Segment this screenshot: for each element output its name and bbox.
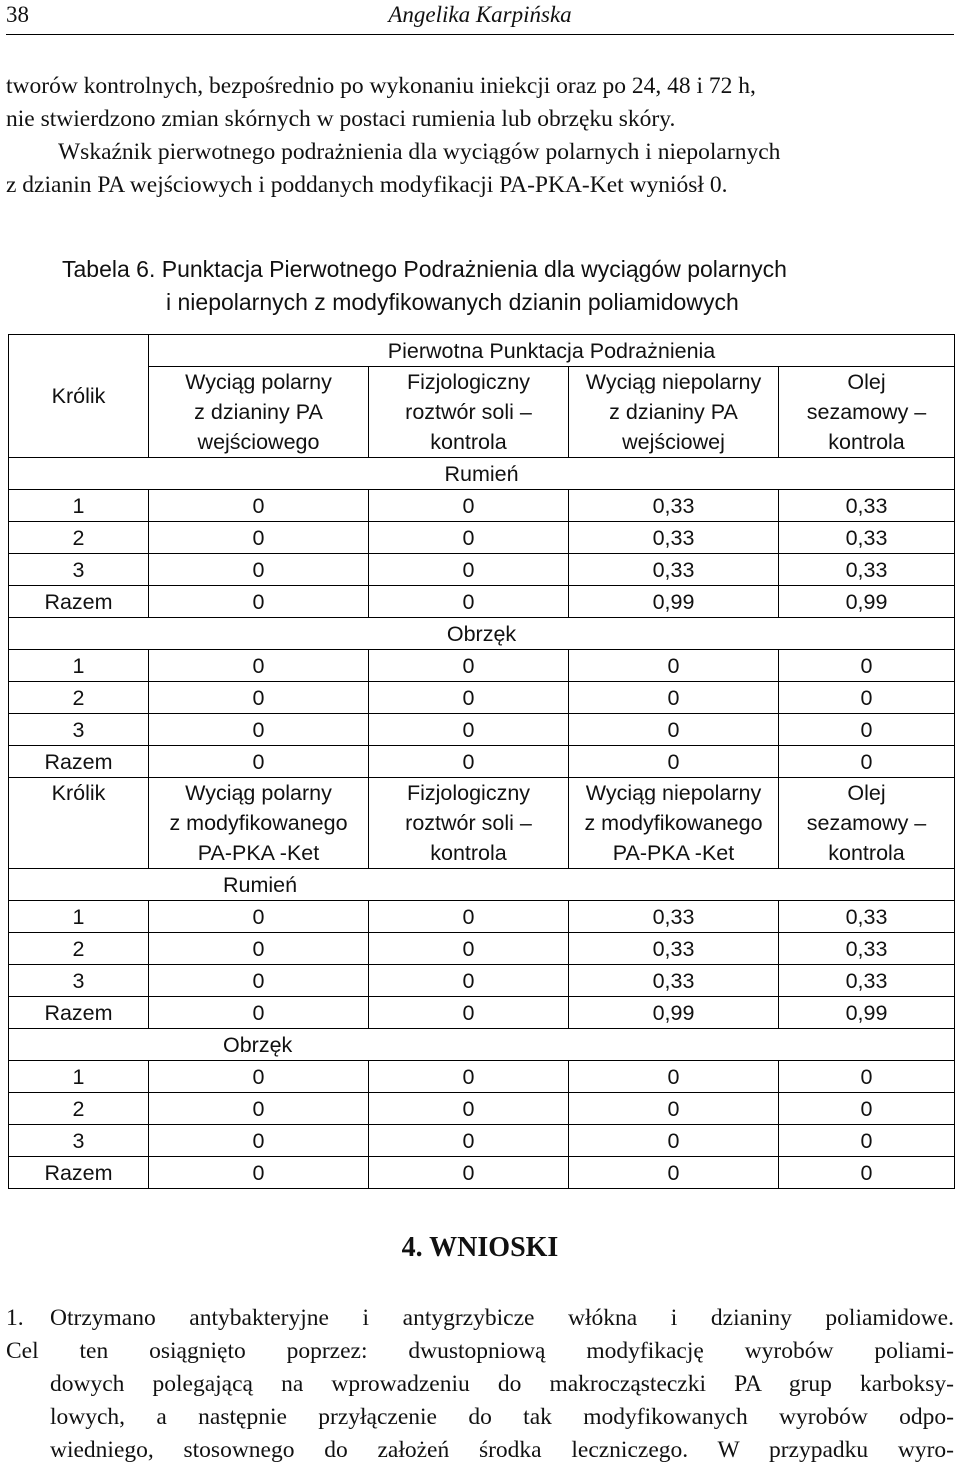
table-cell: 0 [779, 1125, 955, 1157]
table-cell: 0,33 [779, 933, 955, 965]
table-cell: 0 [149, 1157, 369, 1189]
header-row [9, 335, 955, 367]
header-line: PA-PKA -Ket [612, 841, 735, 865]
table-cell: 0 [569, 746, 779, 778]
table-cell: 3 [9, 554, 149, 586]
page-header [6, 0, 954, 35]
section-title: 4. WNIOSKI [401, 1232, 559, 1263]
text-line: dowych polegającą na wprowadzeniu do makrocząsteczki PA grup karboksy- [50, 1371, 954, 1397]
table-cell: 0 [149, 714, 369, 746]
header-line: Fizjologiczny [406, 781, 531, 805]
column-header [369, 367, 569, 458]
section-label-row [9, 618, 955, 650]
table-cell: 0,99 [569, 997, 779, 1029]
text-line: Otrzymano antybakteryjne i antygrzybicze włókna i dzianiny poliamidowe. [50, 1305, 954, 1331]
group-header: Pierwotna Punktacja Podrażnienia [149, 335, 955, 367]
table-row [9, 554, 955, 586]
table-cell: 0 [149, 933, 369, 965]
table-cell: 0,33 [569, 965, 779, 997]
column-header [149, 778, 369, 869]
table-row [9, 965, 955, 997]
text-line: wiedniego, stosownego do założeń środka leczniczego. W przypadku wyro- [50, 1437, 954, 1463]
table-row [9, 933, 955, 965]
header-line: Olej [847, 781, 886, 805]
table-cell: 1 [9, 1061, 149, 1093]
list-item [6, 1302, 954, 1335]
header-line: kontrola [828, 841, 905, 865]
header-line: roztwór soli – [405, 400, 532, 424]
table-row [9, 1061, 955, 1093]
table-cell: 0 [569, 714, 779, 746]
table-cell: 0 [149, 1125, 369, 1157]
table-cell: 0 [569, 1157, 779, 1189]
table-cell: 0,33 [779, 490, 955, 522]
table-row [9, 1093, 955, 1125]
header-line: Wyciąg polarny [185, 370, 332, 394]
header-line: wejściowego [197, 430, 320, 454]
text-line: tworów kontrolnych, bezpośrednio po wykonaniu iniekcji oraz po 24, 48 i 72 h, [6, 73, 756, 99]
conclusions-list [6, 1302, 954, 1467]
table-caption [62, 253, 942, 319]
table-cell: 0 [569, 1093, 779, 1125]
table-cell: 3 [9, 714, 149, 746]
table-row [9, 1157, 955, 1189]
table-cell: 0,33 [569, 933, 779, 965]
table-cell: 0,33 [569, 901, 779, 933]
table-cell: 0 [569, 1125, 779, 1157]
table-cell: 3 [9, 1125, 149, 1157]
table-cell: 0 [369, 490, 569, 522]
table-cell: 0 [149, 682, 369, 714]
header-line: kontrola [828, 430, 905, 454]
table-cell: 0 [149, 490, 369, 522]
table-cell: 0 [149, 554, 369, 586]
table-cell: 0,33 [779, 901, 955, 933]
header-row [9, 367, 955, 458]
table-cell: 0 [149, 746, 369, 778]
column-header [779, 778, 955, 869]
table-row [9, 522, 955, 554]
header-line: Wyciąg niepolarny [585, 781, 762, 805]
section-label: Rumień [9, 869, 955, 901]
header-line: Fizjologiczny [406, 370, 531, 394]
table-row [9, 997, 955, 1029]
section-label: Obrzęk [9, 1029, 955, 1061]
section-label-row [9, 869, 955, 901]
table-cell: 2 [9, 682, 149, 714]
header-line: z dzianiny PA [194, 400, 323, 424]
table-cell: 0 [779, 714, 955, 746]
table-cell: 0 [369, 554, 569, 586]
running-author: Angelika Karpińska [388, 2, 572, 27]
table-cell: 0,33 [779, 522, 955, 554]
table-cell: 0 [369, 586, 569, 618]
table-cell: 2 [9, 522, 149, 554]
table-cell: 0 [779, 1093, 955, 1125]
table-cell: 0 [779, 1157, 955, 1189]
table-cell: 0 [149, 965, 369, 997]
table-cell: Razem [9, 746, 149, 778]
table-row [9, 746, 955, 778]
text-line: Cel ten osiągnięto poprzez: dwustopniową modyfikację wyrobów poliami- [6, 1338, 954, 1364]
header-line: roztwór soli – [405, 811, 532, 835]
header-line: Olej [847, 370, 886, 394]
caption-line: i niepolarnych z modyfikowanych dzianin poliamidowych [166, 289, 739, 315]
header-line: PA-PKA -Ket [197, 841, 320, 865]
header-line: sezamowy – [806, 811, 927, 835]
text-line: nie stwierdzono zmian skórnych w postaci rumienia lub obrzęku skóry. [6, 106, 676, 132]
intro-paragraph [6, 70, 954, 202]
column-header [369, 778, 569, 869]
column-header [149, 367, 369, 458]
table-cell: 0,33 [779, 965, 955, 997]
table-cell: 0 [779, 682, 955, 714]
section-label-row [9, 458, 955, 490]
table-row [9, 901, 955, 933]
header-line: wejściowej [622, 430, 725, 454]
table-cell: 0 [369, 997, 569, 1029]
table-cell: 0 [369, 933, 569, 965]
table-cell: 0 [779, 1061, 955, 1093]
column-header [569, 367, 779, 458]
table-cell: 0 [149, 650, 369, 682]
header-line: kontrola [430, 430, 507, 454]
column-header [569, 778, 779, 869]
table-cell: 0 [149, 1093, 369, 1125]
table-cell: 0 [569, 1061, 779, 1093]
table-cell: 0,99 [569, 586, 779, 618]
header-line: sezamowy – [806, 400, 927, 424]
list-number: 1. [6, 1305, 24, 1331]
table-cell: 0 [369, 1061, 569, 1093]
caption-line: Tabela 6. Punktacja Pierwotnego Podrażnienia dla wyciągów polarnych [62, 256, 787, 282]
table-cell: Razem [9, 997, 149, 1029]
table-cell: 0 [369, 1093, 569, 1125]
text-line: lowych, a następnie przyłączenie do tak modyfikowanych wyrobów odpo- [50, 1404, 954, 1430]
table-cell: 1 [9, 650, 149, 682]
header-row [9, 778, 955, 869]
table-cell: 0 [149, 997, 369, 1029]
animal-header: Królik [9, 778, 149, 869]
table-cell: 0 [369, 746, 569, 778]
table-cell: Razem [9, 586, 149, 618]
table-cell: 0 [149, 901, 369, 933]
table-cell: 0 [149, 522, 369, 554]
animal-header: Królik [9, 335, 149, 458]
table-row [9, 682, 955, 714]
section-label: Rumień [9, 458, 955, 490]
page-number: 38 [6, 2, 29, 27]
table-cell: 0 [149, 1061, 369, 1093]
header-line: z modyfikowanego [584, 811, 763, 835]
table-cell: 0 [149, 586, 369, 618]
table-cell: 0 [369, 714, 569, 746]
table-row [9, 586, 955, 618]
header-line: Wyciąg polarny [185, 781, 332, 805]
table-cell: 0 [369, 650, 569, 682]
table-cell: 2 [9, 933, 149, 965]
table-row [9, 1125, 955, 1157]
table-cell: 0 [779, 650, 955, 682]
irritation-table [8, 334, 955, 1189]
table-cell: 0,99 [779, 586, 955, 618]
table-cell: 0,33 [569, 554, 779, 586]
section-label: Obrzęk [9, 618, 955, 650]
table-cell: Razem [9, 1157, 149, 1189]
header-line: Wyciąg niepolarny [585, 370, 762, 394]
header-line: kontrola [430, 841, 507, 865]
text-line: z dzianin PA wejściowych i poddanych modyfikacji PA-PKA-Ket wyniósł 0. [6, 172, 728, 198]
table-cell: 0,99 [779, 997, 955, 1029]
table-cell: 0 [569, 682, 779, 714]
table-cell: 0,33 [569, 490, 779, 522]
table-cell: 0 [369, 965, 569, 997]
table-cell: 0 [369, 1157, 569, 1189]
text-line: Wskaźnik pierwotnego podrażnienia dla wyciągów polarnych i niepolarnych [58, 139, 781, 165]
table-row [9, 490, 955, 522]
column-header [779, 367, 955, 458]
table-cell: 0 [569, 650, 779, 682]
table-cell: 1 [9, 490, 149, 522]
table-row [9, 714, 955, 746]
table-cell: 0 [369, 1125, 569, 1157]
table-cell: 0,33 [569, 522, 779, 554]
table-cell: 0,33 [779, 554, 955, 586]
table-cell: 2 [9, 1093, 149, 1125]
header-line: z dzianiny PA [609, 400, 738, 424]
table-cell: 0 [779, 746, 955, 778]
table-cell: 1 [9, 901, 149, 933]
table-cell: 0 [369, 682, 569, 714]
header-line: z modyfikowanego [169, 811, 348, 835]
section-label-row [9, 1029, 955, 1061]
table-cell: 3 [9, 965, 149, 997]
table-cell: 0 [369, 522, 569, 554]
table-cell: 0 [369, 901, 569, 933]
table-row [9, 650, 955, 682]
